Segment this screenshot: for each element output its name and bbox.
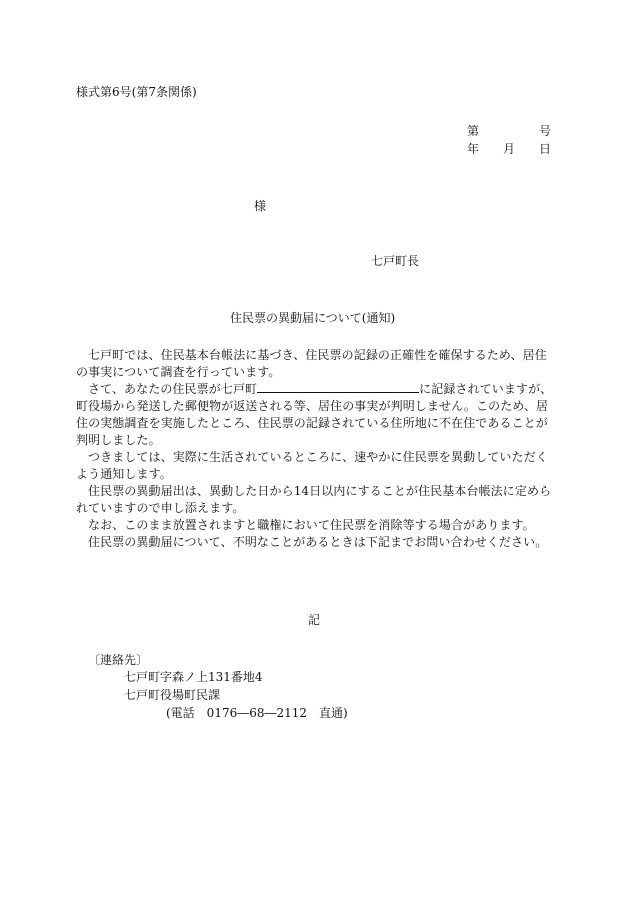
body-paragraph-1: 七戸町では、住民基本台帳法に基づき、住民票の記録の正確性を確保するため、居住の事実について調査を行っています。 xyxy=(76,348,547,379)
body-paragraph-3: つきましては、実際に生活されているところに、速やかに住民票を異動していただくよう通知します。 xyxy=(76,450,548,481)
contact-phone: (電話 0176―68―2112 直通) xyxy=(166,706,348,720)
date-day: 日 xyxy=(539,142,552,156)
contact-department: 七戸町役場町民課 xyxy=(124,688,221,702)
address-blank-line xyxy=(257,381,419,393)
date-year: 年 xyxy=(467,142,480,156)
body-paragraph-5: なお、このまま放置されますと職権において住民票を消除等する場合があります。 xyxy=(88,518,535,532)
body-paragraph-4: 住民票の異動届出は、異動した日から14日以内にすることが住民基本台帳法に定められていますので申し添えます。 xyxy=(76,484,552,515)
body-text xyxy=(76,347,554,551)
recipient-suffix: 様 xyxy=(254,199,267,213)
contact-address: 七戸町字森ノ上131番地4 xyxy=(124,670,263,684)
doc-number-prefix: 第 xyxy=(467,124,480,138)
body-paragraph-2 xyxy=(76,381,554,449)
ki-marker: 記 xyxy=(308,613,321,627)
date-month: 月 xyxy=(503,142,516,156)
body-paragraph-2-before: さて、あなたの住民票が七戸町 xyxy=(88,382,258,396)
form-label: 様式第6号(第7条関係) xyxy=(76,85,197,99)
doc-number-suffix: 号 xyxy=(539,124,552,138)
document-title: 住民票の異動届について(通知) xyxy=(230,311,396,325)
body-paragraph-2-after: に記録されていますが、町役場から発送した郵便物が返送される等、居住の事実が判明しません。このため、居住の実態調査を実施したところ、住民票の記録されている住所地に不在住であることが判明しました。 xyxy=(76,382,553,447)
body-paragraph-6: 住民票の異動届について、不明なことがあるときは下記までお問い合わせください。 xyxy=(88,535,548,549)
sender: 七戸町長 xyxy=(371,254,420,268)
contact-heading: 〔連絡先〕 xyxy=(88,653,149,667)
